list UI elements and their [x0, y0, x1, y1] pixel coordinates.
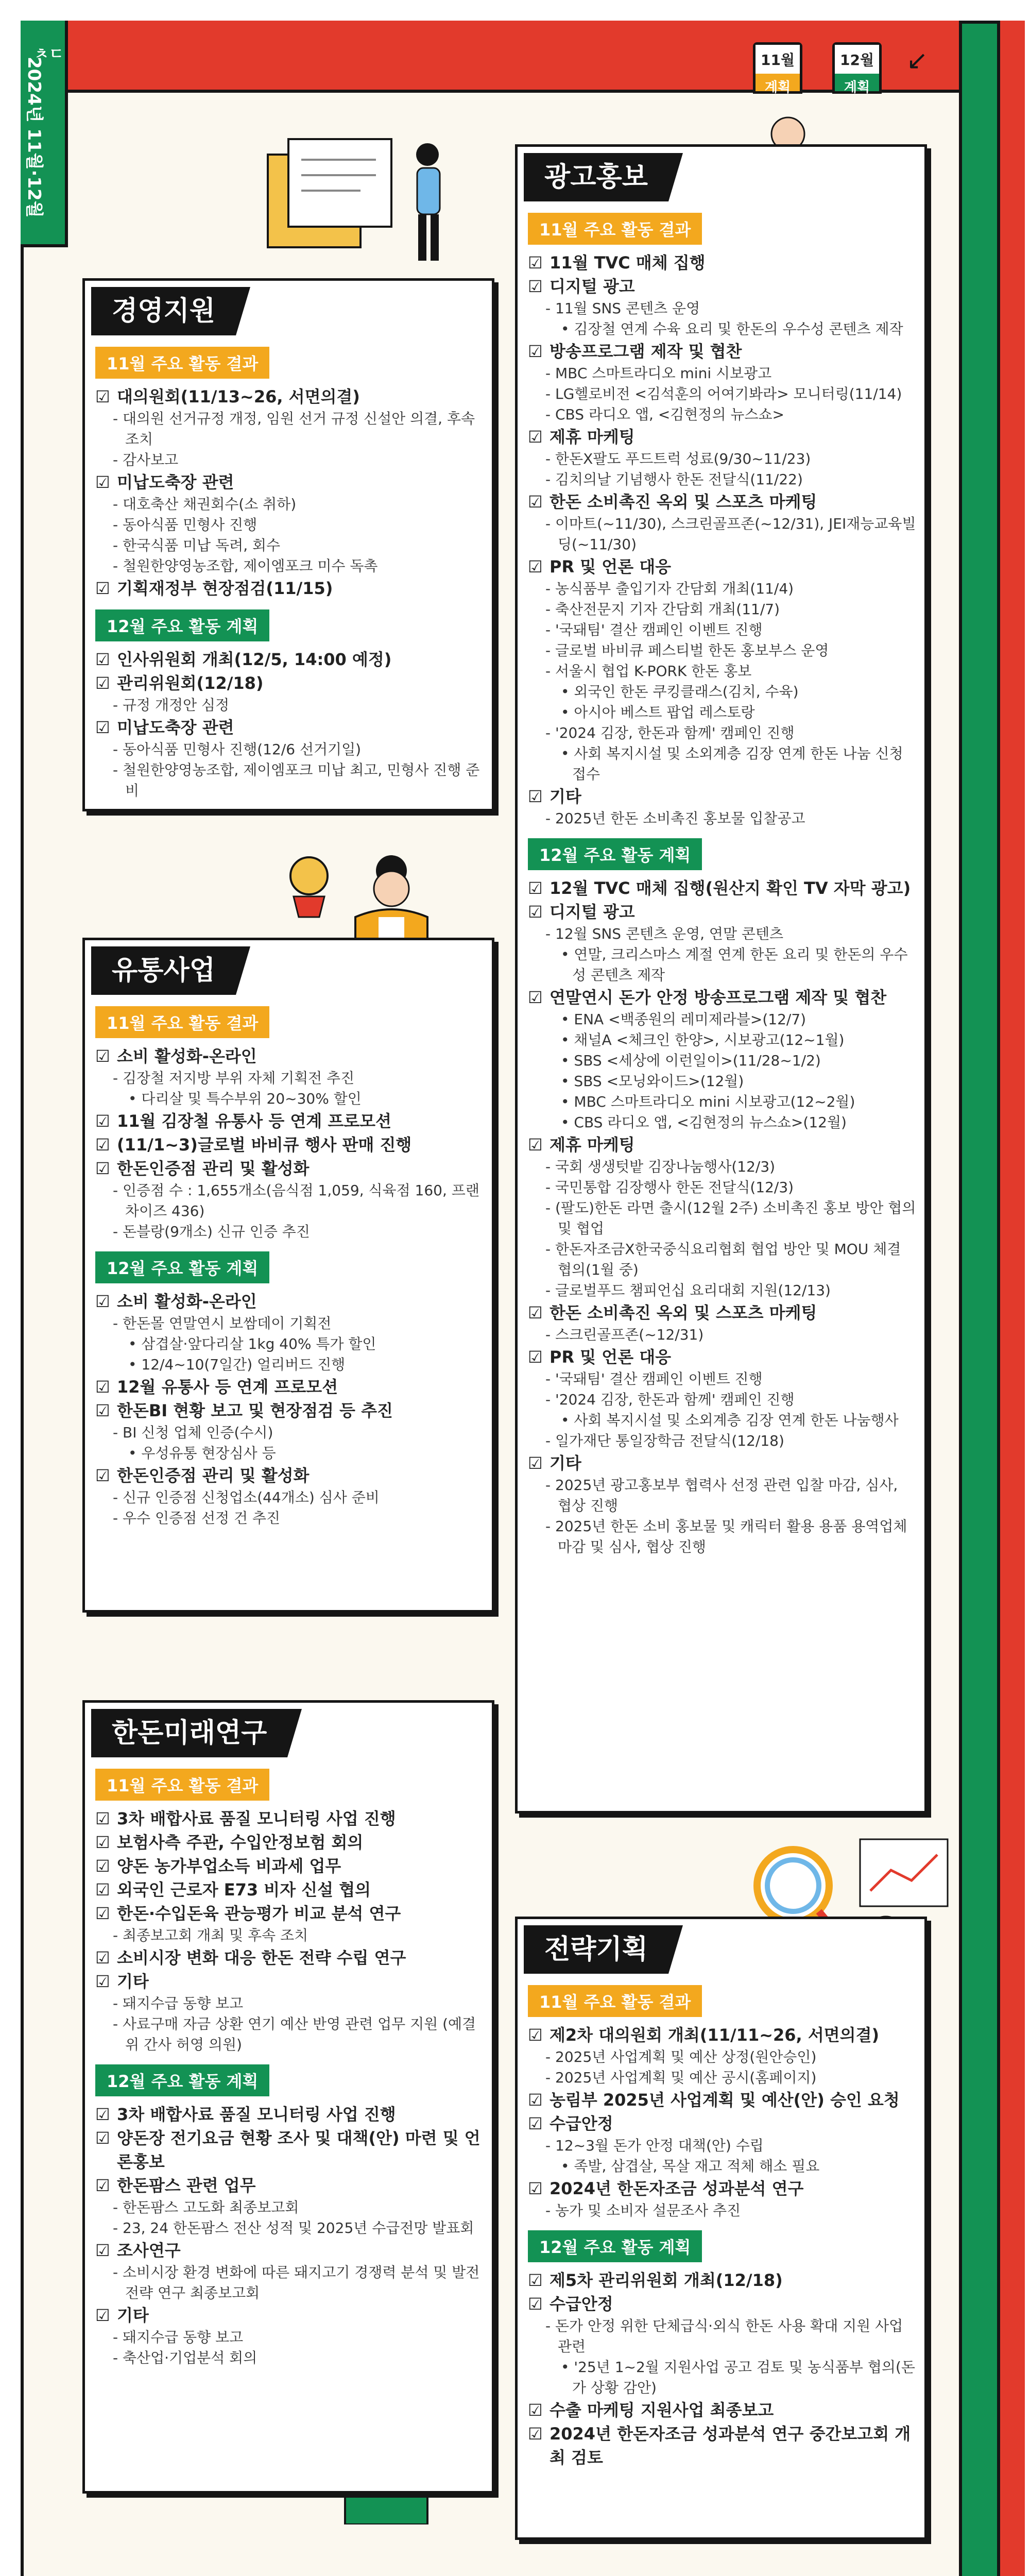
dash-subitem: - 동아식품 민형사 진행(12/6 선거기일) — [113, 741, 362, 758]
card-ads — [515, 144, 927, 1814]
dash-subitem: - 김장철 저지방 부위 자체 기획전 추진 — [113, 1070, 355, 1087]
dash-subitem: - 23, 24 한돈팜스 전산 성적 및 2025년 수급전망 발표회 — [113, 2219, 474, 2236]
dash-subitem: - 2025년 한돈 소비촉진 홍보물 입찰공고 — [545, 810, 805, 827]
bullet-subitem: • 아시아 베스트 팝업 레스토랑 — [561, 704, 755, 721]
dash-subitem: - 2025년 사업계획 및 예산 공시(홈페이지) — [545, 2069, 817, 2086]
november-section-tag: 11월 주요 활동 결과 — [95, 1769, 269, 1801]
list-item — [95, 1157, 484, 1242]
tab-november-plan[interactable] — [753, 42, 802, 94]
list-item — [95, 1375, 484, 1399]
list-item — [528, 425, 916, 490]
list-item — [95, 1464, 484, 1529]
dash-subitem: - '2024 김장, 한돈과 함께' 캠페인 진행 — [545, 1391, 795, 1408]
checkbox-item: ☑ 한돈인증점 관리 및 활성화 — [95, 1157, 484, 1180]
list-item — [95, 648, 484, 671]
list-item — [528, 785, 916, 829]
list-item — [528, 2112, 916, 2177]
list-item — [528, 900, 916, 986]
list-item — [528, 2422, 916, 2469]
list-item — [95, 1044, 484, 1109]
list-item — [95, 1807, 484, 1831]
card-title: 유통사업 — [91, 946, 236, 995]
checkbox-item: ☑ 대의원회(11/13~26, 서면의결) — [95, 385, 484, 409]
list-item — [95, 2103, 484, 2126]
bullet-subitem: • CBS 라디오 앱, <김현정의 뉴스쇼>(12월) — [561, 1114, 847, 1131]
checkbox-item: ☑ PR 및 언론 대응 — [528, 1345, 916, 1369]
card-management — [82, 278, 494, 811]
december-section-tag: 12월 주요 활동 계획 — [95, 609, 269, 641]
list-item — [528, 490, 916, 555]
list-item — [95, 2126, 484, 2174]
dash-subitem: - 대호축산 채권회수(소 취하) — [113, 496, 297, 513]
december-section-tag: 12월 주요 활동 계획 — [528, 2230, 702, 2262]
november-section-tag: 11월 주요 활동 결과 — [95, 1006, 269, 1038]
checkbox-item: ☑ 한돈팜스 관련 업무 — [95, 2174, 484, 2197]
dash-subitem: - 돼지수급 동향 보고 — [113, 1995, 244, 2012]
checkbox-item: ☑ 한돈 소비촉진 옥외 및 스포츠 마케팅 — [528, 1301, 916, 1325]
dash-subitem: - 돈가 안정 위한 단체급식·외식 한돈 사용 확대 지원 사업 관련 — [545, 2317, 903, 2355]
tab-month: 11월 — [756, 45, 800, 74]
checkbox-item: ☑ 2024년 한돈자조금 성과분석 연구 — [528, 2177, 916, 2200]
list-item — [528, 2268, 916, 2292]
list-item — [95, 1109, 484, 1133]
bullet-subitem: • 채널A <체크인 한양>, 시보광고(12~1월) — [561, 1031, 845, 1048]
dash-subitem: - 농식품부 출입기자 간담회 개최(11/4) — [545, 580, 794, 597]
checkbox-item: ☑ 수출 마케팅 지원사업 최종보고 — [528, 2398, 916, 2422]
checkbox-item: ☑ 보험사측 주관, 수입안정보험 회의 — [95, 1831, 484, 1854]
list-item — [528, 2292, 916, 2398]
checkbox-item: ☑ 제2차 대의원회 개최(11/11~26, 서면의결) — [528, 2023, 916, 2047]
bullet-subitem: • 김장철 연계 수육 요리 및 한돈의 우수성 콘텐츠 제작 — [561, 320, 903, 337]
list-item — [528, 2088, 916, 2112]
dash-subitem: - BI 신청 업체 인증(수시) — [113, 1424, 273, 1441]
list-item — [528, 1133, 916, 1301]
bullet-subitem: • 외국인 한돈 쿠킹클래스(김치, 수육) — [561, 683, 799, 700]
list-item — [95, 1970, 484, 2055]
list-item — [528, 555, 916, 785]
checkbox-item: ☑ 3차 배합사료 품질 모니터링 사업 진행 — [95, 2103, 484, 2126]
bullet-subitem: • 삼겹살·앞다리살 1kg 40% 특가 할인 — [128, 1335, 376, 1352]
dash-subitem: - 2025년 광고홍보부 협력사 선정 관련 입찰 마감, 심사, 협상 진행 — [545, 1477, 898, 1514]
dash-subitem: - 축산전문지 기자 간담회 개최(11/7) — [545, 601, 780, 618]
list-item — [95, 470, 484, 577]
dash-subitem: - MBC 스마트라디오 mini 시보광고 — [545, 365, 772, 382]
dash-subitem: - 한돈자조금X한국중식요리협회 협업 방안 및 MOU 체결 협의(1월 중) — [545, 1241, 901, 1278]
checkbox-item: ☑ 기타 — [528, 1451, 916, 1475]
bullet-subitem: • SBS <모닝와이드>(12월) — [561, 1073, 744, 1090]
dash-subitem: - 축산업·기업분석 회의 — [113, 2349, 258, 2366]
checkbox-item: ☑ 기타 — [95, 2303, 484, 2327]
dash-subitem: - 한돈팜스 고도화 최종보고회 — [113, 2199, 299, 2216]
dash-subitem: - 최종보고회 개최 및 후속 조치 — [113, 1927, 308, 1944]
dash-subitem: - 대의원 선거규정 개정, 임원 선거 규정 신설안 의결, 후속 조치 — [113, 410, 475, 448]
checkbox-item: ☑ 디지털 광고 — [528, 275, 916, 298]
card-title: 한돈미래연구 — [91, 1709, 287, 1757]
bullet-subitem: • 우성유통 현장심사 등 — [128, 1445, 276, 1462]
checkbox-item: ☑ 12월 TVC 매체 집행(원산지 확인 TV 자막 광고) — [528, 876, 916, 900]
list-item — [95, 1399, 484, 1464]
dash-subitem: - 철원한양영농조합, 제이엠포크 미납 최고, 민형사 진행 준비 — [113, 761, 480, 799]
checkbox-item: ☑ 11월 김장철 유통사 등 연계 프로모션 — [95, 1109, 484, 1133]
checkbox-item: ☑ 한돈BI 현황 보고 및 현장점검 등 추진 — [95, 1399, 484, 1422]
header-band — [68, 21, 959, 93]
documents-illustration — [258, 134, 474, 268]
tab-label: 계획 — [764, 80, 791, 95]
tab-december-plan[interactable] — [832, 42, 882, 94]
card-body — [528, 1976, 916, 2469]
dash-subitem: - 한돈X팔도 푸드트럭 성료(9/30~11/23) — [545, 450, 811, 467]
period-sidebar — [21, 21, 68, 247]
list-item — [95, 1133, 484, 1157]
dash-subitem: - 우수 인증점 선정 건 추진 — [113, 1510, 281, 1527]
checkbox-item: ☑ 양돈장 전기요금 현황 조사 및 대책(안) 마련 및 언론홍보 — [95, 2126, 484, 2174]
list-item — [95, 1290, 484, 1375]
november-section-tag: 11월 주요 활동 결과 — [95, 347, 269, 379]
card-title: 광고홍보 — [524, 153, 668, 201]
period-label: 2024년 11월·12월 — [24, 57, 44, 218]
checkbox-item: ☑ 조사연구 — [95, 2239, 484, 2262]
december-section-tag: 12월 주요 활동 계획 — [528, 838, 702, 870]
dash-subitem: - 국민통합 김장행사 한돈 전달식(12/3) — [545, 1179, 794, 1196]
checkbox-item: ☑ 한돈·수입돈육 관능평가 비교 분석 연구 — [95, 1902, 484, 1925]
bullet-subitem: • 다리살 및 특수부위 20~30% 할인 — [128, 1090, 362, 1107]
checkbox-item: ☑ 소비시장 변화 대응 한돈 전략 수립 연구 — [95, 1946, 484, 1970]
dash-subitem: - 김치의날 기념행사 한돈 전달식(11/22) — [545, 471, 803, 488]
dash-subitem: - 국회 생생텃밭 김장나눔행사(12/3) — [545, 1158, 776, 1175]
dash-subitem: - 소비시장 환경 변화에 따른 돼지고기 경쟁력 분석 및 발전 전략 연구 최종보고회 — [113, 2264, 480, 2301]
dash-subitem: - 돼지수급 동향 보고 — [113, 2329, 244, 2346]
checkbox-item: ☑ 12월 유통사 등 연계 프로모션 — [95, 1375, 484, 1399]
dash-subitem: - 2025년 한돈 소비 홍보물 및 캐릭터 활용 용품 용역업체 마감 및 심사, 협상 진행 — [545, 1518, 907, 1555]
dash-subitem: - 11월 SNS 콘텐츠 운영 — [545, 300, 700, 317]
list-item — [528, 2023, 916, 2088]
dash-subitem: - '국돼팀' 결산 캠페인 이벤트 진행 — [545, 621, 763, 638]
checkbox-item: ☑ 연말연시 돈가 안정 방송프로그램 제작 및 협찬 — [528, 986, 916, 1009]
dash-subitem: - 한돈몰 연말연시 보쌈데이 기획전 — [113, 1315, 332, 1332]
checkbox-item: ☑ 3차 배합사료 품질 모니터링 사업 진행 — [95, 1807, 484, 1831]
list-item — [528, 986, 916, 1133]
list-item — [528, 275, 916, 340]
list-item — [528, 876, 916, 900]
bullet-subitem: • ENA <백종원의 레미제라블>(12/7) — [561, 1011, 806, 1028]
list-item — [95, 1854, 484, 1878]
dash-subitem: - 글로벌푸드 챔피언십 요리대회 지원(12/13) — [545, 1282, 831, 1299]
arrow-down-left-icon: ↙ — [906, 45, 928, 75]
list-item — [95, 1878, 484, 1902]
list-item — [528, 1301, 916, 1345]
brand-mark: ㅊㄷ — [34, 45, 64, 63]
checkbox-item: ☑ 한돈인증점 관리 및 활성화 — [95, 1464, 484, 1487]
card-body — [95, 1759, 484, 2368]
dash-subitem: - 이마트(~11/30), 스크린골프존(~12/31), JEI재능교육빌딩(~11/30) — [545, 515, 916, 553]
list-item — [95, 2239, 484, 2303]
checkbox-item: ☑ 11월 TVC 매체 집행 — [528, 251, 916, 275]
list-item — [95, 2174, 484, 2239]
checkbox-item: ☑ 한돈 소비촉진 옥외 및 스포츠 마케팅 — [528, 490, 916, 514]
dash-subitem: - (팔도)한돈 라면 출시(12월 2주) 소비촉진 홍보 방안 협의 및 협업 — [545, 1199, 916, 1237]
dash-subitem: - 한국식품 미납 독려, 회수 — [113, 537, 281, 554]
list-item — [528, 2177, 916, 2221]
november-section-tag: 11월 주요 활동 결과 — [528, 1985, 702, 2017]
list-item — [95, 385, 484, 470]
list-item — [95, 716, 484, 801]
list-item — [95, 1831, 484, 1854]
checkbox-item: ☑ 관리위원회(12/18) — [95, 671, 484, 695]
tab-label: 계획 — [844, 80, 870, 95]
dash-subitem: - 2025년 사업계획 및 예산 상정(원안승인) — [545, 2048, 817, 2065]
list-item — [528, 2398, 916, 2422]
card-title: 전략기획 — [524, 1925, 668, 1974]
checkbox-item: ☑ 인사위원회 개최(12/5, 14:00 예정) — [95, 648, 484, 671]
dash-subitem: - 스크린골프존(~12/31) — [545, 1326, 704, 1343]
dash-subitem: - 일가재단 통일장학금 전달식(12/18) — [545, 1432, 784, 1449]
checkbox-item: ☑ 외국인 근로자 E73 비자 신설 협의 — [95, 1878, 484, 1902]
card-body — [95, 337, 484, 801]
checkbox-item: ☑ 제휴 마케팅 — [528, 1133, 916, 1157]
list-item — [95, 2303, 484, 2368]
checkbox-item: ☑ 농림부 2025년 사업계획 및 예산(안) 승인 요청 — [528, 2088, 916, 2112]
bullet-subitem: • 12/4~10(7일간) 얼리버드 진행 — [128, 1356, 346, 1373]
checkbox-item: ☑ 소비 활성화-온라인 — [95, 1290, 484, 1313]
dash-subitem: - 서울시 협업 K-PORK 한돈 홍보 — [545, 663, 752, 680]
checkbox-item: ☑ 소비 활성화-온라인 — [95, 1044, 484, 1068]
dash-subitem: - 인증점 수 : 1,655개소(음식점 1,059, 식육점 160, 프랜차이즈 436) — [113, 1182, 479, 1219]
list-item — [528, 340, 916, 425]
december-section-tag: 12월 주요 활동 계획 — [95, 2064, 269, 2096]
checkbox-item: ☑ 방송프로그램 제작 및 협찬 — [528, 340, 916, 363]
dash-subitem: - 사료구매 자금 상환 연기 예산 반영 관련 업무 지원 (예결위 간사 허영 의원) — [113, 2015, 476, 2053]
november-section-tag: 11월 주요 활동 결과 — [528, 213, 702, 245]
checkbox-item: ☑ 제휴 마케팅 — [528, 425, 916, 449]
list-item — [95, 1946, 484, 1970]
checkbox-item: ☑ PR 및 언론 대응 — [528, 555, 916, 579]
checkbox-item: ☑ 디지털 광고 — [528, 900, 916, 924]
dash-subitem: - 농가 및 소비자 설문조사 추진 — [545, 2202, 741, 2219]
card-distribution — [82, 938, 494, 1613]
checkbox-item: ☑ 미납도축장 관련 — [95, 470, 484, 494]
green-side-strip — [959, 21, 1000, 2576]
dash-subitem: - 글로벌 바비큐 페스티벌 한돈 홍보부스 운영 — [545, 642, 829, 659]
dash-subitem: - '국돼팀' 결산 캠페인 이벤트 진행 — [545, 1370, 763, 1387]
checkbox-item: ☑ 미납도축장 관련 — [95, 716, 484, 739]
dash-subitem: - 12월 SNS 콘텐츠 운영, 연말 콘텐츠 — [545, 925, 784, 942]
dash-subitem: - 감사보고 — [113, 451, 179, 468]
card-body — [528, 204, 916, 1557]
dash-subitem: - '2024 김장, 한돈과 함께' 캠페인 진행 — [545, 724, 795, 741]
bullet-subitem: • MBC 스마트라디오 mini 시보광고(12~2월) — [561, 1093, 855, 1110]
checkbox-item: ☑ 2024년 한돈자조금 성과분석 연구 중간보고회 개최 검토 — [528, 2422, 916, 2469]
checkbox-item: ☑ 수급안정 — [528, 2292, 916, 2316]
checkbox-item: ☑ 기타 — [528, 785, 916, 808]
dash-subitem: - 돈블랑(9개소) 신규 인증 추진 — [113, 1223, 310, 1240]
bullet-subitem: • 족발, 삼겹살, 목살 재고 적체 해소 필요 — [561, 2158, 820, 2175]
card-future — [82, 1700, 494, 2494]
checkbox-item: ☑ 양돈 농가부업소득 비과세 업무 — [95, 1854, 484, 1878]
checkbox-item: ☑ 기타 — [95, 1970, 484, 1993]
dash-subitem: - CBS 라디오 앱, <김현정의 뉴스쇼> — [545, 406, 784, 423]
bullet-subitem: • '25년 1~2월 지원사업 공고 검토 및 농식품부 협의(돈가 상황 감안) — [561, 2359, 915, 2396]
dash-subitem: - 동아식품 민형사 진행 — [113, 516, 258, 533]
bullet-subitem: • 사회 복지시설 및 소외계층 김장 연계 한돈 나눔행사 — [561, 1412, 899, 1429]
list-item — [95, 671, 484, 716]
dash-subitem: - 12~3월 돈가 안정 대책(안) 수립 — [545, 2137, 764, 2154]
dash-subitem: - 규정 개정안 심정 — [113, 697, 230, 714]
list-item — [528, 1345, 916, 1451]
checkbox-item: ☑ 기획재정부 현장점검(11/15) — [95, 577, 484, 600]
december-section-tag: 12월 주요 활동 계획 — [95, 1251, 269, 1283]
checkbox-item: ☑ 제5차 관리위원회 개최(12/18) — [528, 2268, 916, 2292]
dash-subitem: - 철원한양영농조합, 제이엠포크 미수 독촉 — [113, 557, 378, 574]
bullet-subitem: • 연말, 크리스마스 계절 연계 한돈 요리 및 한돈의 우수성 콘텐츠 제작 — [561, 946, 908, 984]
dash-subitem: - 신규 인증점 신청업소(44개소) 심사 준비 — [113, 1489, 380, 1506]
bullet-subitem: • SBS <세상에 이런일이>(11/28~1/2) — [561, 1052, 821, 1069]
checkbox-item: ☑ 수급안정 — [528, 2112, 916, 2136]
list-item — [95, 577, 484, 600]
list-item — [95, 1902, 484, 1946]
card-strategy — [515, 1917, 927, 2540]
dash-subitem: - LG헬로비전 <김석훈의 어여기봐라> 모니터링(11/14) — [545, 385, 902, 402]
checkbox-item: ☑ (11/1~3)글로벌 바비큐 행사 판매 진행 — [95, 1133, 484, 1157]
list-item — [528, 1451, 916, 1557]
card-body — [95, 997, 484, 1529]
bullet-subitem: • 사회 복지시설 및 소외계층 김장 연계 한돈 나눔 신청 접수 — [561, 745, 903, 783]
card-title: 경영지원 — [91, 287, 236, 335]
list-item — [528, 251, 916, 275]
tab-month: 12월 — [835, 45, 879, 74]
